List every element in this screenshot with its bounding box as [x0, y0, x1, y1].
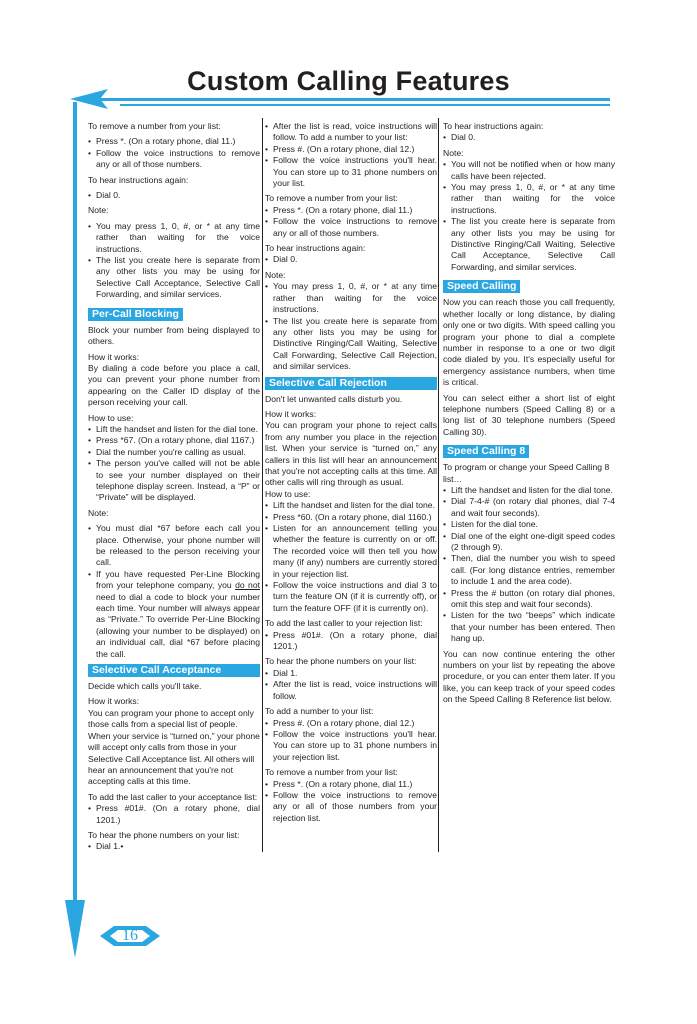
bullet-list	[265, 254, 437, 265]
note-label: Note:	[443, 147, 464, 158]
section-heading-selective-call-acceptance: Selective Call Acceptance	[88, 664, 260, 677]
list-item: • Follow the voice instructions to remove any or all of those numbers.	[88, 148, 260, 171]
paragraph: To hear the phone numbers on your list:	[88, 829, 240, 840]
paragraph: How it works:	[265, 408, 317, 419]
list-item: • Listen for the two “beeps” which indicate that your number has been entered. Then hang up.	[443, 610, 615, 644]
list-item: • Follow the voice instructions to remove any or all of those numbers.	[265, 216, 437, 239]
list-item: • Press *67. (On a rotary phone, dial 1167.)	[88, 435, 260, 446]
paragraph: Block your number from being displayed to others.	[88, 324, 260, 347]
bullet-list	[88, 523, 260, 660]
list-item: • Press the # button (on rotary dial phones, omit this step and wait four seconds).	[443, 588, 615, 611]
underlined-text: do not	[235, 580, 260, 591]
list-item: • Dial 1.	[265, 668, 437, 679]
left-margin-rule	[73, 102, 77, 912]
list-item-text: If you have requested Per-Line Blocking from your telephone company, you	[96, 568, 260, 591]
note-label: Note:	[88, 205, 109, 216]
list-item: • The list you create here is separate from any other lists you may be using for Distinctive Ringing/Call Waiting, Selective Call Forwarding, Selective Call Rejection, and similar services.	[265, 316, 437, 373]
list-item: • Dial 1.•	[88, 841, 260, 852]
bullet-list	[265, 500, 437, 614]
bullet-list	[265, 630, 437, 653]
list-item: • Listen for an announcement telling you whether the feature is currently on or off. The recorded voice will then tell you how many (if any) numbers are currently stored in your rejection list.	[265, 523, 437, 580]
paragraph: To remove a number from your list:	[265, 193, 398, 204]
column-2	[265, 121, 437, 828]
list-item: • You may press 1, 0, #, or * at any time rather than waiting for the voice instructions.	[443, 182, 615, 216]
paragraph: You can now continue entering the other numbers on your list by repeating the above procedure, or you can enter them later. If you like, you can keep track of your speed codes on the Speed Calling 8 Reference list below.	[443, 648, 615, 705]
list-item: • You may press 1, 0, #, or * at any time rather than waiting for the voice instructions.	[265, 281, 437, 315]
column-divider-left	[262, 118, 263, 852]
list-item: • After the list is read, voice instructions will follow.	[265, 679, 437, 702]
bullet-list	[265, 779, 437, 825]
list-item: • Dial 0.	[88, 190, 260, 201]
paragraph: Decide which calls you'll take.	[88, 681, 202, 692]
list-item: • Listen for the dial tone.	[443, 519, 615, 530]
list-item: • Dial 7-4-# (on rotary dial phones, dial 7-4 and wait four seconds).	[443, 496, 615, 519]
bullet-list	[443, 132, 615, 143]
list-item: • Dial 0.	[265, 254, 437, 265]
paragraph: How to use:	[265, 488, 311, 499]
paragraph: You can select either a short list of eight telephone numbers (Speed Calling 8) or a long list of 30 telephone numbers (Speed Calling 30).	[443, 392, 615, 437]
page-number: 16	[122, 927, 138, 944]
page-title: Custom Calling Features	[187, 66, 510, 96]
section-heading-selective-call-rejection: Selective Call Rejection	[265, 377, 437, 390]
list-item: • Follow the voice instructions you'll hear. You can store up to 31 phone numbers on your list.	[265, 155, 437, 189]
section-heading-per-call-blocking: Per-Call Blocking	[88, 308, 183, 321]
bullet-list	[265, 718, 437, 764]
paragraph: Don't let unwanted calls disturb you.	[265, 393, 403, 404]
paragraph: To hear instructions again:	[265, 243, 366, 254]
note-label: Note:	[265, 269, 286, 280]
bullet-list	[265, 281, 437, 372]
footer-arrow-decoration	[64, 900, 86, 960]
paragraph: How to use:	[88, 412, 134, 423]
bullet-list	[265, 205, 437, 239]
list-item: • The list you create here is separate from any other lists you may be using for Selective Call Acceptance, Selective Call Forwarding, and similar services.	[88, 255, 260, 301]
list-item: • Dial one of the eight one-digit speed codes (2 through 9).	[443, 531, 615, 554]
bullet-list	[88, 803, 260, 826]
header-rule	[100, 98, 610, 101]
bullet-list	[265, 121, 437, 189]
paragraph: To add the last caller to your rejection list:	[265, 618, 423, 629]
list-item: • You must dial *67 before each call you place. Otherwise, your phone number will be released to the person receiving your call.	[88, 523, 260, 569]
list-item: • Dial 0.	[443, 132, 615, 143]
paragraph: To add the last caller to your acceptance list:	[88, 791, 258, 802]
section-heading-speed-calling: Speed Calling	[443, 280, 520, 293]
paragraph: You can program your phone to accept only those calls from a special list of people. When your service is “turned on,” your phone will accept only calls from those in your Selective Call Acceptance list. All others will hear an announcement that you're not accepting calls at this time.	[88, 707, 260, 787]
paragraph: You can program your phone to reject calls from any number you place in the rejection list. When your service is “turned on,” any callers in this list will hear an announcement that you're not accepting calls at this time. All other calls will ring through as usual.	[265, 420, 437, 488]
bullet-list	[443, 159, 615, 273]
list-item: • The person you've called will not be able to see your number displayed on their telephone display screen. Instead, a “P” or “Private” will be displayed.	[88, 458, 260, 504]
list-item-text: need to dial a code to block your number each time. Your number will always appear as “Private.” To override Per-Line Blocking (allowing your number to be displayed) on an individual call, dial *67 before placing the call.	[96, 591, 260, 659]
paragraph: To hear instructions again:	[88, 174, 189, 185]
paragraph: To remove a number from your list:	[88, 121, 221, 131]
list-item: • Lift the handset and listen for the dial tone.	[265, 500, 437, 511]
bullet-list	[88, 424, 260, 504]
list-item: • Press *. (On a rotary phone, dial 11.)	[265, 779, 437, 790]
list-item: • Press *. (On a rotary phone, dial 11.)	[265, 205, 437, 216]
list-item: • You may press 1, 0, #, or * at any time rather than waiting for the voice instructions.	[88, 221, 260, 255]
paragraph: To add a number to your list:	[265, 706, 374, 717]
section-heading-speed-calling-8: Speed Calling 8	[443, 445, 529, 458]
column-1	[88, 121, 260, 857]
note-label: Note:	[88, 507, 109, 518]
list-item: • Press *. (On a rotary phone, dial 11.)	[88, 136, 260, 147]
column-divider-right	[438, 118, 439, 852]
paragraph: To hear instructions again:	[443, 121, 544, 131]
bullet-list	[265, 668, 437, 702]
list-item: • Press *60. (On a rotary phone, dial 1160.)	[265, 512, 437, 523]
list-item: • Press #. (On a rotary phone, dial 12.)	[265, 144, 437, 155]
bullet-list	[88, 841, 260, 852]
list-item: • Follow the voice instructions you'll hear. You can store up to 31 phone numbers in your rejection list.	[265, 729, 437, 763]
list-item: • Then, dial the number you wish to speed call. (For long distance entries, remember to include 1 and the area code).	[443, 553, 615, 587]
paragraph: To remove a number from your list:	[265, 767, 398, 778]
list-item: • Lift the handset and listen for the dial tone.	[88, 424, 260, 435]
paragraph: How it works:	[88, 696, 140, 707]
list-item: • Press #. (On a rotary phone, dial 12.)	[265, 718, 437, 729]
list-item: • Follow the voice instructions to remove any or all of those numbers from your rejection list.	[265, 790, 437, 824]
paragraph: By dialing a code before you place a call, you can prevent your phone number from appearing on the Caller ID display of the person receiving your call.	[88, 362, 260, 408]
list-item: • Press #01#. (On a rotary phone, dial 1201.)	[88, 803, 260, 826]
header-rule-secondary	[120, 104, 610, 106]
list-item: • Follow the voice instructions and dial 3 to turn the feature ON (if it is currently off), or turn the feature OFF (if it is currently on).	[265, 580, 437, 614]
bullet-list	[443, 485, 615, 645]
bullet-list	[88, 190, 260, 201]
column-3	[443, 121, 615, 710]
list-item: • The list you create here is separate from any other lists you may be using for Distinctive Ringing/Call Waiting, Selective Call Acceptance, Selective Call Forwarding, and similar services.	[443, 216, 615, 273]
paragraph: To program or change your Speed Calling 8 list…	[443, 462, 610, 484]
list-item: • Dial the number you're calling as usual.	[88, 447, 260, 458]
paragraph: Now you can reach those you call frequently, whether locally or long distance, by dialing only one or two digits. With speed calling you program your phone to dial a complete number in response to a one or two digit code dialed by you. It's especially useful for emergency assistance numbers, when time is critical.	[443, 297, 615, 388]
list-item: • Press #01#. (On a rotary phone, dial 1201.)	[265, 630, 437, 653]
bullet-list	[88, 221, 260, 301]
bullet-list	[88, 136, 260, 170]
list-item: • Lift the handset and listen for the dial tone.	[443, 485, 615, 496]
paragraph: To hear the phone numbers on your list:	[265, 656, 417, 667]
list-item: • After the list is read, voice instructions will follow. To add a number to your list:	[265, 121, 437, 144]
list-item: • You will not be notified when or how many calls have been rejected.	[443, 159, 615, 182]
list-item	[88, 569, 260, 660]
paragraph: How it works:	[88, 351, 140, 362]
